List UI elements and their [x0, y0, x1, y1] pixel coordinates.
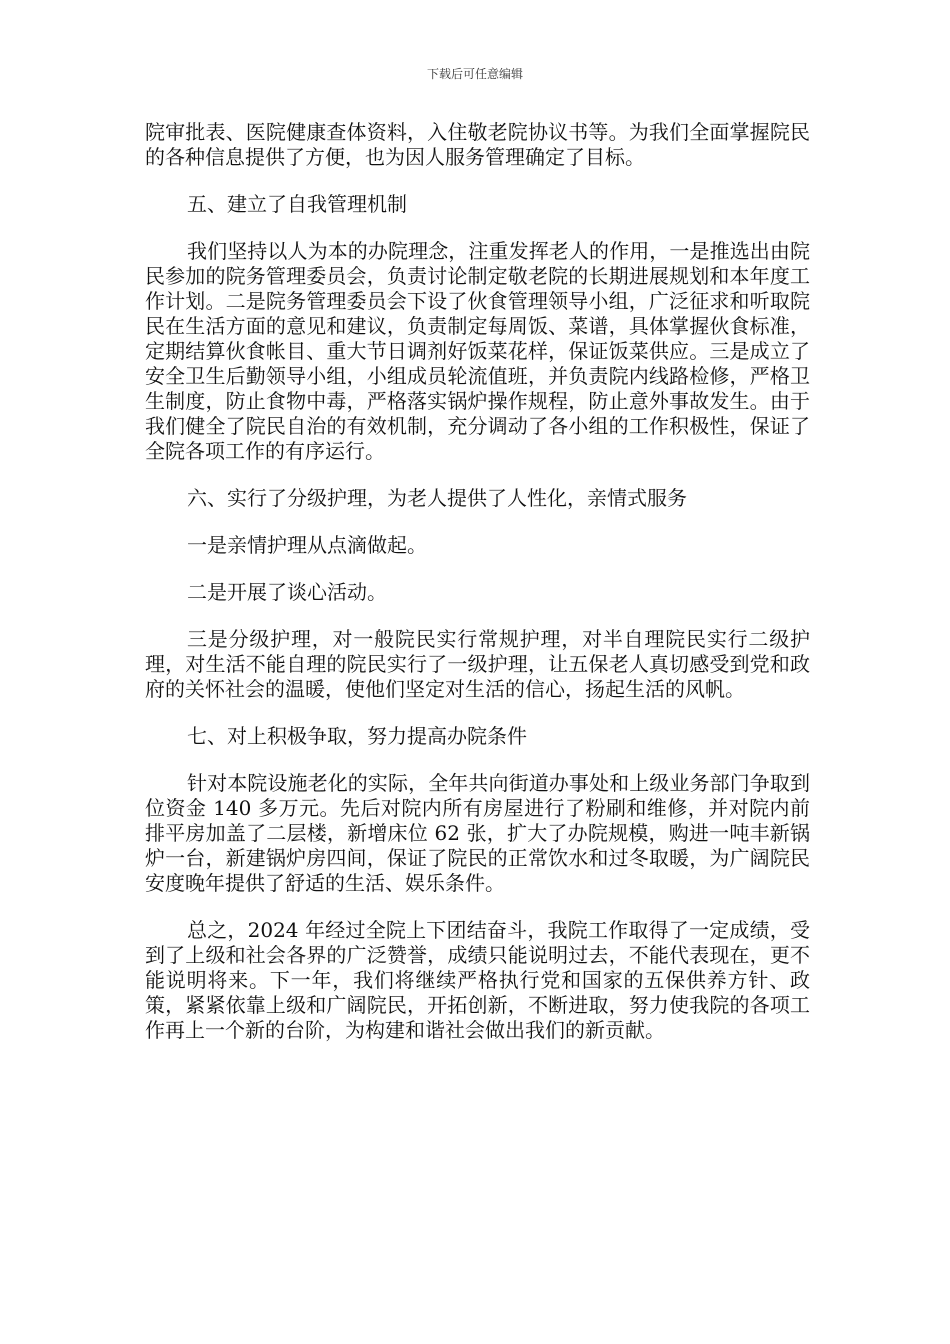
section-heading-7: 七、对上积极争取，努力提高办院条件	[187, 724, 527, 748]
section-heading-6: 六、实行了分级护理，为老人提供了人性化，亲情式服务	[187, 486, 687, 510]
document-body	[145, 120, 810, 1065]
paragraph-care-1: 一是亲情护理从点滴做起。	[187, 533, 427, 557]
paragraph-conclusion: 总之，2024 年经过全院上下团结奋斗，我院工作取得了一定成绩，受到了上级和社会各界的广泛赞誉，成绩只能说明过去，不能代表现在，更不能说明将来。下一年，我们将继续严格执行党和国家的五保供养方针、政策，紧紧依靠上级和广阔院民，开拓创新，不断进取，努力使我院的各项工作再上一个新的台阶，为构建和谐社会做出我们的新贡献。	[145, 918, 810, 1042]
section-heading-5: 五、建立了自我管理机制	[187, 192, 407, 216]
paragraph-care-3: 三是分级护理，对一般院民实行常规护理，对半自理院民实行二级护理，对生活不能自理的院民实行了一级护理，让五保老人真切感受到党和政府的关怀社会的温暖，使他们坚定对生活的信心，扬起生活的风帆。	[145, 627, 810, 701]
paragraph-care-2: 二是开展了谈心活动。	[187, 580, 387, 604]
paragraph-continuation: 院审批表、医院健康查体资料，入住敬老院协议书等。为我们全面掌握院民的各种信息提供了方便，也为因人服务管理确定了目标。	[145, 120, 810, 169]
paragraph-facilities: 针对本院设施老化的实际，全年共向街道办事处和上级业务部门争取到位资金 140 多万元。先后对院内所有房屋进行了粉刷和维修，并对院内前排平房加盖了二层楼，新增床位 62 张，扩大了办院规模，购进一吨丰新锅炉一台，新建锅炉房四间，保证了院民的正常饮水和过冬取暖，为广阔院民安度晚年提供了舒适的生活、娱乐条件。	[145, 771, 810, 895]
paragraph-self-management: 我们坚持以人为本的办院理念，注重发挥老人的作用，一是推选出由院民参加的院务管理委员会，负责讨论制定敬老院的长期进展规划和本年度工作计划。二是院务管理委员会下设了伙食管理领导小组，广泛征求和听取院民在生活方面的意见和建议，负责制定每周饭、菜谱，具体掌握伙食标准，定期结算伙食帐目、重大节日调剂好饭菜花样，保证饭菜供应。三是成立了安全卫生后勤领导小组，小组成员轮流值班，并负责院内线路检修，严格卫生制度，防止食物中毒，严格落实锅炉操作规程，防止意外事故发生。由于我们健全了院民自治的有效机制，充分调动了各小组的工作积极性，保证了全院各项工作的有序运行。	[145, 239, 810, 463]
page-header: 下载后可任意编辑	[426, 67, 523, 81]
